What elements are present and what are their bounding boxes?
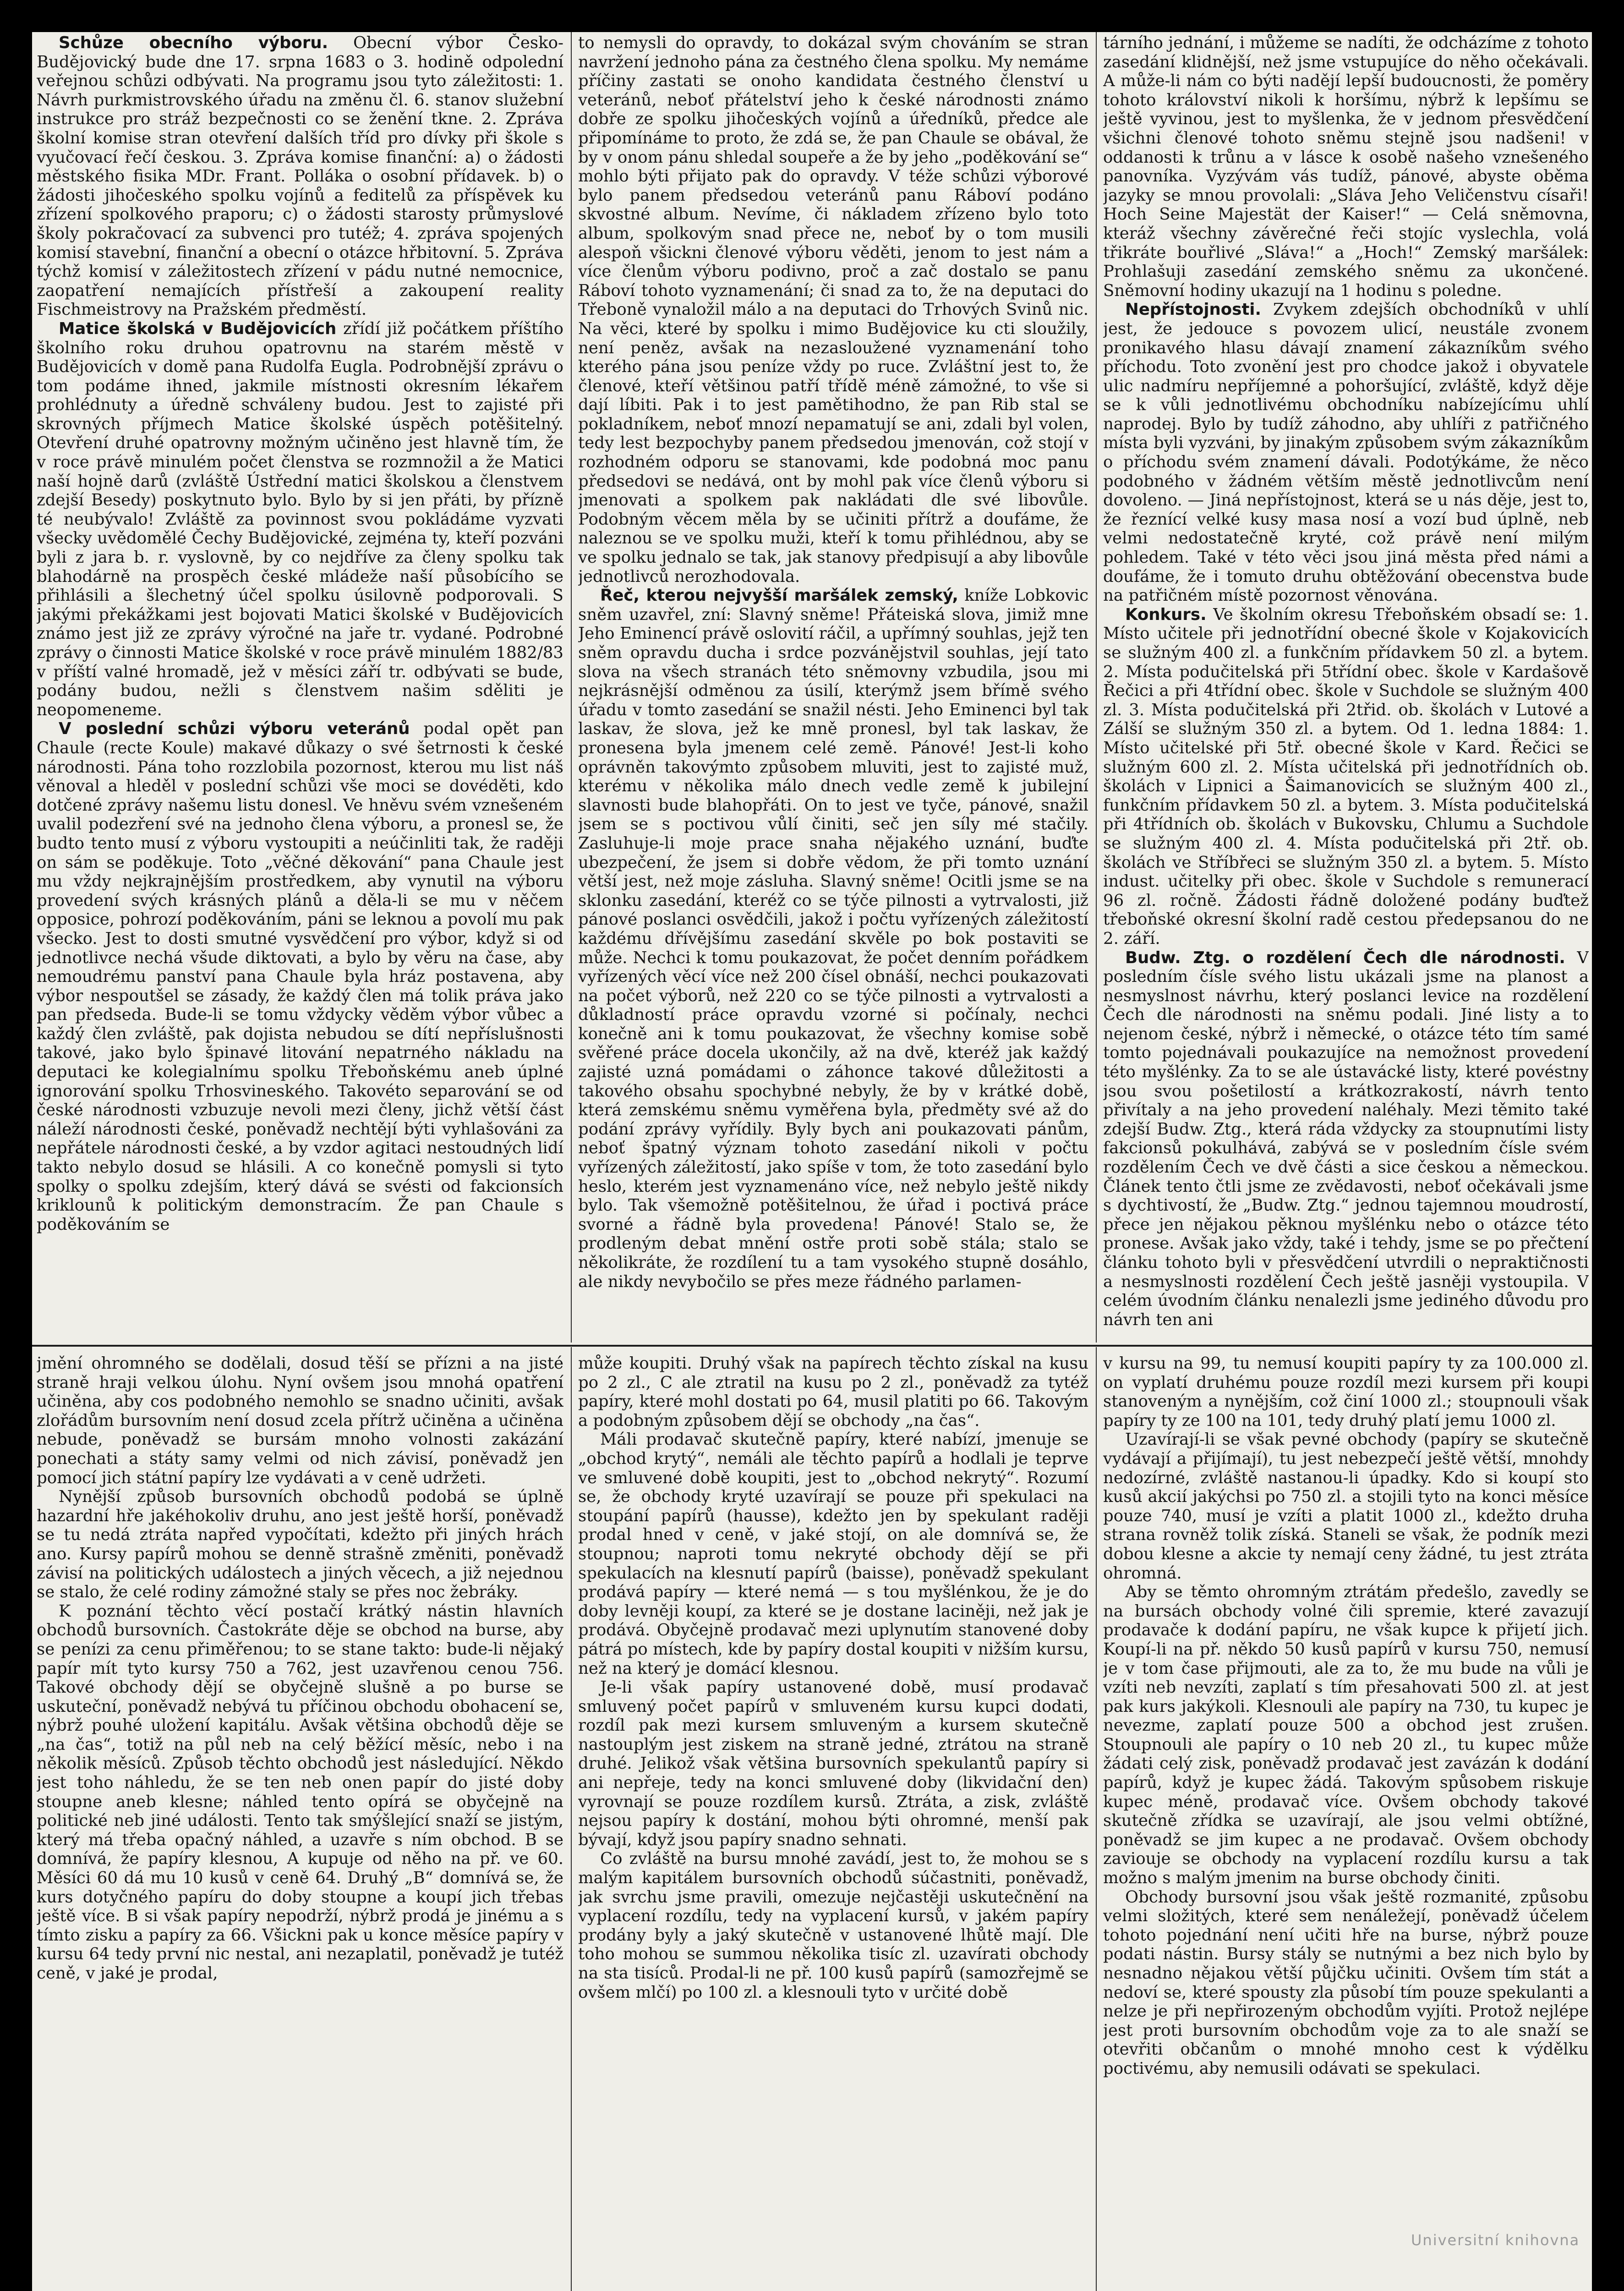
article-text: podal opět pan Chaule (recte Koule) makavé důkazy o své šetrnosti k české národnosti. Pána toho rozzlobila pozornost, kterou mu list náš věnoval a hleděl v poslední schůzi vše moci se dovéděti, kdo dotčené zprávy našemu listu donesl. Ve hněvu svém vznešeném uvalil podezření své na jednoho člena výboru, a pronesl se, že budto tento musí z výboru vystoupiti a neúčinliti tak, že raději on sám se poděkuje. Toto „věčné děkování“ pana Chaule jest mu vždy nejkrajnějším prostředkem, aby vynutil na výboru provedení svých krásných plánů a děla-li se mu v něčem opposice, pohrozí poděkováním, páni se leknou a povolí mu pak všecko. Jest to dosti smutné vysvědčení pro výbor, když si od jednotlivce nechá všude diktovati, a bylo by věru na čase, aby nemoudrému panství pana Chaule byla hráz postavena, aby výbor nespoutšel se zásady, že každý člen má tolik práva jako pan předseda. Bude-li se tomu vždycky věděm výbor vůbec a každý člen zvláště, pak dojista nebudou se dítí nepříslušnosti takové, jako bylo špinavé litování nepatrného nákladu na deputaci ke kolegialnímu spolku Třeboňskému aneb úplné ignorování spolku Trhosvineského. Takovéto separování se od české národnosti vzbuzuje nevoli mezi členy, jichž větší část náleží národnosti české, poněvadž nechtějí býti vyhlašováni za nepřátele národnosti české, a by vzdor agitaci nestoudných lidí takto nebylo dosud se hlásili. A co konečně pomysli si tyto spolky o spolku zdejším, který dává se svésti od fakcionsích kriklounů k politickým demonstracím. Že pan Chaule s poděkováním se xyxy=(37,719,563,1234)
article-paragraph xyxy=(37,1602,563,1983)
article-heading: Nepřístojnosti. xyxy=(1125,300,1261,319)
article-paragraph xyxy=(1103,33,1589,300)
article-paragraph xyxy=(1103,1354,1589,1430)
article-text: Nynější způsob bursovních obchodů podobá se úplně hazardní hře jakéhokoliv druhu, ano jest ještě horší, poněvadž se tu nedá ztráta napřed vypočítati, kdežto při jiných hrách ano. Kursy papírů mohou se denně strašně změniti, poněvadž závisí na politických událostech a jiných věcech, a již nejednou se stalo, že celé rodiny zámožné staly se přes noc žebráky. xyxy=(37,1487,563,1602)
bottom-column-2 xyxy=(578,1354,1088,2291)
article-text: může koupiti. Druhý však na papírech těchto získal na kusu po 2 zl., C ale ztratil na kusu po 2 zl., poněvadž za tytéž papíry, které mohl dostati po 64, musil platiti po 66. Takovým a podobným způsobem dějí se obchody „na čas“. xyxy=(578,1354,1088,1430)
article-text: Zvykem zdejších obchodníků v uhlí jest, že jedouce s povozem ulicí, neustále zvonem pronikavého hlasu dávají znamení zákazníkům svého příchodu. Toto zvonění jest pro chodce jakož i obyvatele ulic nadmíru nepříjemné a pohoršující, zvláště, když děje se k vůli jednotlivému obchodníku nabízejícímu uhlí naprodej. Bylo by tudíž záhodno, aby uhlíři z patřičného místa byli vyzváni, by jinakým způsobem svým zákazníkům o příchodu svém znamení dávali. Podotýkáme, že něco podobného v žádném větším městě jednotlivcům není dovoleno. — Jiná nepřístojnost, která se u nás děje, jest to, že řeznící velké kusy masa nosí a vozí bud úplně, neb velmi nedostatečně kryté, což právě není milým pohledem. Také v této věci jsou jiná města před námi a doufáme, že i tomuto druhu obtěžování obecenstva bude na patřičném místě pozornost věnována. xyxy=(1103,300,1589,605)
article-paragraph xyxy=(578,1678,1088,1849)
article-paragraph xyxy=(37,319,563,719)
article-text: kníže Lobkovic sněm uzavřel, zní: Slavný sněme! Přáteiská slova, jimiž mne Jeho Eminencí právě oslovití ráčil, a upřímný souhlas, jejž ten sněm opravdu ducha i srdce pozvánějstvil souhlas, její tato slova na všech stranách této sněmovny vzbudila, jsou mi nejkrásnější odměnou za úsilí, kterýmž jsem břímě svého úřadu v tomto zasedání se snažil nésti. Jeho Eminenci byl tak laskav, že slova, jež ke mně pronesl, byl tak laskav, že pronesena byla jmenem celé země. Pánové! Jest-li koho oprávněn takovýmto způsobem mluviti, jest to zajisté muž, kterému v několika málo dnech vedle země k jubilejní slavnosti bude blahopřáti. On to jest ve tyče, pánové, snažil jsem se s poctivou vůlí činiti, seč jen síly mé stačily. Zasluhuje-li moje prace snaha nějakého uznání, buďte ubezpečení, že jsem si dobře vědom, že při tomto uznání větší jest, než moje zásluha. Slavný sněme! Ocitli jsme se na sklonku zasedání, kteréž co se týče pilnosti a vytrvalosti, již pánové poslanci osvědčili, jakož i počtu vyřízených záležitostí každému dřívějšímu zasedání skvěle po bok postaviti se může. Nechci k tomu poukazovat, že počet denním pořádkem vyřízených věcí více než 200 čísel obnáší, nechci poukazovati na počet výborů, než 220 co se týče pilnosti a vytrvalosti a důkladností práce opravdu vzorné si počínaly, nechci konečně ani k tomu poukazovat, že všechny komise sobě svěřené práce docela ukončily, až na dvě, kteréž jak každý zajisté uzná pomádami o záhonce takové důležitosti a takového obsahu spochybné nebyly, že by v krátké době, která zemskému sněmu vyměřena byla, předměty své až do podání zprávy vyřídily. Byly bych ani poukazovati pánům, neboť špatný význam tohoto zasedání nikoli v počtu vyřízených záležitostí, jako spíše v tom, že toto zasedání bylo heslo, kterém jest vyznamenáno více, než nebylo ještě nikdy bylo. Tak všemožně potěšitelnou, že úřad i poctivá práce svorné a řádně byla provedena! Pánové! Stalo se, že prodleným debat mnění ostře proti sobě stála; stalo se několikráte, že rozdílení tu a tam vysokého stupně dosáhlo, ale nikdy nevybočilo se přes meze řádného parlamen- xyxy=(578,586,1088,1291)
article-text: to nemysli do opravdy, to dokázal svým chováním se stran navržení jednoho pána za čestného člena spolku. My nemáme příčiny zastati se onoho kandidata čestného členství u veteránů, neboť přátelství jeho k české národnosti známo dobře ze spolku jihočeských vojínů a úředníků, předce ale připomínáme to proto, že zdá se, že pan Chaule se obával, že by v onom pánu shledal soupeře a že by jeho „poděkování se“ mohlo býti přijato pak do opravdy. V téže schůzi výborové bylo panem předsedou veteránů panu Ráboví podáno skvostné album. Nevíme, či nákladem zřízeno bylo toto album, spolkovým snad přece ne, neboť by o tom musili alespoň všickni členové výboru věděti, jenom to jest nám a více členům výboru podivno, proč a zač dostalo se panu Ráboví tohoto vyznamenání; či snad za to, že na deputaci do Třeboně vynaložil málo a na deputaci do Trhových Svinů nic. Na věci, které by spolku i mimo Budějovice ku cti sloužily, není peněz, avšak na nezasloužené vyznamenání toho kterého pána jsou peníze vždy po ruce. Zvláštní jest to, že členové, kteří většinou patří třídě méně zámožné, to vše si dají líbiti. Pak i to jest pamětihodno, že pan Rib stal se pokladníkem, neboť mnozí nepamatují se ani, zdali byl volen, tedy lest bezpochyby panem předsedou jmenován, což stojí v rozhodném odporu se stanovami, kde podobná moc panu předsedovi se nedává, ont by mohl pak více členů výboru si jmenovati a spolkem pak nakládati dle své libovůle. Podobným věcem měla by se učiniti přítrž a doufáme, že naleznou se ve spolku muži, kteří k tomu přihlédnou, aby se ve spolku jednalo se tak, jak stanovy předpisují a aby libovůle jednotlivců nerozhodovala. xyxy=(578,33,1088,586)
article-text: Aby se těmto ohromným ztrátám předešlo, zavedly se na bursách obchody volné čili spremie, které zavazují prodavače k dodání papíru, ne však kupce k přijetí jich. Koupí-li na př. někdo 50 kusů papírů v kursu 750, nemusí je v tom čase přijmouti, ale za to, že mu bude na vůli je vzíti neb nevzíti, zaplatí s tím přesahovati 500 zl. at jest pak kurs jakýkoli. Klesnouli ale papíry na 730, tu kupec je nevezme, zaplatí pouze 500 a obchod jest zrušen. Stoupnouli ale papíry o 10 neb 20 zl., tu kupec může žádati celý zisk, poněvadž prodavač jest zavázán k dodání papírů, když je kupec žádá. Takovým spůsobem riskuje kupec méně, prodavač více. Ovšem obchody takové skutečně zřídka se uzavírají, ale jsou velmi obtížné, poněvadž se jim kupec a ne prodavač. Ovšem obchody zaviouje se obchody na vyplacení rozdílu kursu a tak možno s malým jmenim na burse obchody činiti. xyxy=(1103,1583,1589,1888)
article-text: Uzavírají-li se však pevné obchody (papíry se skutečně vydávají a přijímají), tu jest nebezpečí ještě větší, mnohdy nedozírné, zvláště nastanou-li úpadky. Kdo si koupí sto kusů akcií jakýchsi po 750 zl. a stojili tyto na konci měsíce pouze 740, musí je vzíti a platit 1000 zl., kdežto druha strana rovněž tolik získá. Staneli se však, že podník mezi dobou klesne a akcie ty nemají ceny žádné, tu jest ztráta ohromná. xyxy=(1103,1430,1589,1583)
article-text: v kursu na 99, tu nemusí koupiti papíry ty za 100.000 zl. on vyplatí druhému pouze rozdíl mezi kursem při koupi stanoveným a nynějším, což činí 1000 zl.; stoupnouli však papíry ty ze 100 na 101, tedy druhý platí jemu 1000 zl. xyxy=(1103,1354,1589,1430)
article-paragraph xyxy=(1103,1888,1589,2078)
column-divider xyxy=(1096,1347,1097,2291)
newspaper-page xyxy=(32,32,1592,2291)
article-text: zřídí již počátkem příštího školního roku druhou opatrovnu na starém městě v Budějovicích v domě pana Rudolfa Eugla. Podrobnější zprávu o tom podáme ihned, jakmile místnosti okresním lékařem prohlédnuty a úředně schváleny budou. Jest to zajisté při skrovných příjmech Matice školské úspěch potěšitelný. Otevření druhé opatrovny možným učiněno jest hlavně tím, že v roce právě minulém počet členstva se rozmnožil a že Matici naší hojně darů (zvláště Ústřední matici školskou a členstvem zdejší Besedy) poskytnuto bylo. Bylo by si jen přáti, by přízně té neubývalo! Zvláště za povinnost svou pokládáme vyzvati všecky uvědomělé Čechy Budějovické, zejména ty, kteří pozváni byli z jara b. r. vyslovně, by co nejdříve za členy spolku tak blahodárně na prospěch české mládeže naší působícího se přihlásili a šlechetný účel spolku úsilovně podporovali. S jakými překážkami jest bojovati Matici školské v Budějovicích známo jest již ze zprávy výročné na jaře tr. vydané. Podrobné zprávy o činnosti Matice školské v roce právě minulém 1882/83 v příští valné hromadě, jež v měsíci září tr. odbývati se bude, podány budou, nežli s členstvem našim sděliti je neopomeneme. xyxy=(37,319,563,719)
column-divider xyxy=(571,1347,572,2291)
top-column-2 xyxy=(578,33,1088,1335)
article-paragraph xyxy=(578,586,1088,1291)
article-paragraph xyxy=(578,33,1088,586)
article-paragraph xyxy=(37,1487,563,1602)
bottom-column-1 xyxy=(37,1354,563,2291)
article-text: V posledním čísle svého listu ukázali jsme na planost a nesmyslnost návrhu, který poslanci levice na rozdělení Čech dle národnosti na sněmu podali. Jiné listy a to nejenom české, nýbrž i německé, o otázce této tím samé tomto pojednávali poukazujíce na nemožnost provedení této myšlénky. Za to se ale ústavácké listy, které povéstny jsou svou pošetilostí a krátkozrakostí, návrh tento přivítaly a na jeho provedení naléhaly. Mezi těmito také zdejší Budw. Ztg., která ráda vždycky za stoupnutími listy fakcionsů pokulhává, zabývá se v posledním čísle svém rozdělením Čech ve dvě části a sice českou a německou. Článek tento čtli jsme ze zvědavosti, neboť očekávali jsme s dychtivostí, že „Budw. Ztg.“ jednou tajemnou moudrostí, přece jen nějakou pěknou myšlénku nebo o otázce této pronese. Avšak jako vždy, také i tehdy, jsme se po přečtení článku tohoto byli v přesvědčení utvrdili o nepraktičnosti a nesmyslnosti rozdělení Čech ještě jasněji vystoupila. V celém úvodním článku nenalezli jsme jediného důvodu pro návrh ten ani xyxy=(1103,948,1589,1329)
article-paragraph xyxy=(37,719,563,1234)
article-paragraph xyxy=(1103,300,1589,605)
article-text: Ve školním okresu Třeboňském obsadí se: 1. Místo učitele při jednotřídní obecné škole v Kojakovicích se služným 400 zl. a funkčním přídavkem 50 zl. a bytem. 2. Místa podučitelská při 5třídní obec. škole v Kardašově Řečici a při 4třídní obec. škole v Suchdole se služným 400 zl. 3. Místa podučitelská při 2třid. ob. školách v Lutové a Zálší se služným 350 zl. a bytem. Od 1. ledna 1884: 1. Místo učitelské při 5tř. obecné škole v Kard. Řečici se služným 600 zl. 2. Místa učitelská při jednotřídních ob. školách v Lipnici a Šaimanovicích se služným 400 zl., funkčním přídavkem 50 zl. a bytem. 3. Místa podučitelská při 4třídních ob. školách v Bukovsku, Chlumu a Suchdole se služným 400 zl. 4. Místa podučitelská při 2tř. ob. školách ve Stříbřeci se služným 350 zl. a bytem. 5. Místo indust. učitelky při obec. škole v Suchdole s remunerací 96 zl. ročně. Žádosti řádně doložené podány buďtež třeboňské okresní školní radě cestou předepsanou do ne 2. září. xyxy=(1103,605,1589,948)
article-paragraph xyxy=(1103,1583,1589,1888)
article-heading: Matice školská v Budějovicích xyxy=(59,319,337,338)
article-paragraph xyxy=(1103,1430,1589,1583)
article-paragraph xyxy=(1103,605,1589,948)
article-paragraph xyxy=(578,1849,1088,2002)
column-divider xyxy=(571,32,572,1343)
column-divider xyxy=(1096,32,1097,1343)
article-paragraph xyxy=(1103,948,1589,1330)
article-text: K poznání těchto věcí postačí krátký nástin hlavních obchodů bursovních. Častokráte děje se obchod na burse, aby se penízi za cenu přiměřenou; to se stane takto: bude-li nějaký papír mít tyto kursy 750 a 762, jest uzavřenou cenou 756. Takové obchody dějí se obyčejně slušně a po burse se uskuteční, poněvadž nebývá tu příčinou obchodu obohacení se, nýbrž pouhé uložení kapitálu. Avšak většina obchodů děje se „na čas“, totiž na půl neb na celý běžící měsíc, nebo i na několik měsíců. Způsob těchto obchodů jest následující. Někdo jest toho náhledu, že se ten neb onen papír do jisté doby stoupne aneb klesne; náhled tento opírá se obyčejně na politické neb jiné události. Tento tak smýšlející snaží se jistým, který má třeba opačný náhled, a uzavře s ním obchod. B se domnívá, že papíry klesnou, A kupuje od něho na př. ve 60. Měsíci 60 dá mu 10 kusů v ceně 64. Druhý „B“ domnívá se, že kurs dotyčného papíru do doby stoupne a koupí jich třebas ještě více. B si však papíry nepodrží, nýbrž prodá je jinému a s tímto zisku a papíry za 66. Všickni pak u konce měsíce papíry v kursu 64 tedy první nic nestal, ani nezaplatil, poněvadž je tutéž ceně, v jaké je prodal, xyxy=(37,1601,563,1983)
article-text: Obecní výbor Česko-Budějovický bude dne 17. srpna 1683 o 3. hodině odpolední veřejnou schůzi odbývati. Na programu jsou tyto záležitosti: 1. Návrh purkmistrovského úřadu na změnu čl. 6. stanov služební instrukce pro stráž bezpečnosti co se ženění tkne. 2. Zpráva školní komise stran otevření dalších tříd pro dívky při škole s vyučovací řečí českou. 3. Zpráva komise finanční: a) o žádosti městského fisika MDr. Frant. Polláka o osobní přídavek. b) o žádosti jihočeského spolku vojínů a feditelů za příspěvek ku zřízení spolkového praporu; c) o žádosti starosty průmyslové školy pokračovací za subvenci pro tutéž; 4. zpráva spojených komisí stavební, finanční a obecní o otázce hřbitovní. 5. Zpráva týchž komisí v záležitostech zřízení v pádu nutné nemocnice, zaopatření nemajících přístřeší a zakoupení reality Fischmeistrovy na Pražském předměstí. xyxy=(37,33,563,319)
article-heading: V poslední schůzi výboru veteránů xyxy=(59,719,410,739)
top-column-3 xyxy=(1103,33,1589,1335)
article-text: Máli prodavač skutečně papíry, které nabízí, jmenuje se „obchod krytý“, nemáli ale těchto papírů a hodlali je teprve ve smluvené době koupiti, jest to „obchod nekrytý“. Rozumí se, že obchody kryté uzavírají se pouze při spekulaci na stoupání papírů (hausse), kdežto jen by spekulant raději prodal hned v ceně, v jaké stojí, on ale domnívá se, že stoupnou; naproti tomu nekryté obchody dějí se při spekulacích na klesnutí papírů (baisse), poněvadž spekulant prodává papíry — které nemá — s tou myšlénkou, že je do doby levněji koupí, za které se je dostane laciněji, než jak je prodává. Obyčejně prodavač mezi uplynutím stanovené doby pátrá po místech, kde by papíry dostal koupiti v nižším kursu, než na který je domácí klesnou. xyxy=(578,1430,1088,1678)
article-heading: Schůze obecního výboru. xyxy=(59,33,328,52)
top-column-1 xyxy=(37,33,563,1335)
article-heading: Konkurs. xyxy=(1125,605,1207,624)
article-text: tárního jednání, i můžeme se nadíti, že odcházíme z tohoto zasedání klidnější, než jsme vstupujíce do něho očekávali. A může-li nám co býti nadějí lepší budoucnosti, že poměry tohoto království nikoli k horšímu, nýbrž k lepšímu se ještě vyvinou, jest to myšlenka, že v jednom přesvědčení všichni členové tohoto sněmu stejně jsou nadšeni! v oddanosti k trůnu a v lásce k osobě našeho vznešeného panovníka. Vyzývám vás tudíž, pánové, abyste oběma jazyky se mnou provolali: „Sláva Jeho Veličenstvu císaři! Hoch Seine Majestät der Kaiser!“ — Celá sněmovna, kteráž všechny závěrečné řeči stojíc vyslechla, volá třikráte bouřlivé „Sláva!“ a „Hoch!“ Zemský maršálek: Prohlašuji zasedání zemského sněmu za ukončené. Sněmovní hodiny ukazují na 1 hodinu s poledne. xyxy=(1103,33,1589,300)
article-text: Co zvláště na bursu mnohé zavádí, jest to, že mohou se s malým kapitálem bursovních obchodů súčastniti, poněvadž, jak svrchu jsme pravili, omezuje nejčastěji uskutečnění na vyplacení rozdílu, tedy na vyplacení kursů, v jakém papíry prodány byly a jaký skutečně v ustanovené lhůtě mají. Dle toho mohou se summou několika tisíc zl. uzavírati obchody na sta tisíců. Prodal-li ne př. 100 kusů papírů (samozřejmě se ovšem mlčí) po 100 zl. a klesnouli tyto v určité době xyxy=(578,1849,1088,2002)
article-text: Je-li však papíry ustanovené době, musí prodavač smluvený počet papírů v smluveném kursu kupci dodati, rozdíl pak mezi kursem smluveným a kursem skutečně nastouplým jest ziskem na straně jedné, ztrátou na straně druhé. Jelikož však většina bursovních spekulantů papíry si ani nepřeje, tedy na konci smluvené doby (likvidační den) vyrovnají se pouze rozdílem kursů. Ztráta, a zisk, zvláště nejsou papíry k dostání, mohou býti ohromné, menší pak bývají, když jsou papíry snadno sehnati. xyxy=(578,1678,1088,1849)
article-paragraph xyxy=(578,1354,1088,1430)
article-heading: Budw. Ztg. o rozdělení Čech dle národnosti. xyxy=(1125,948,1565,967)
article-paragraph xyxy=(37,1354,563,1487)
article-paragraph xyxy=(578,1430,1088,1678)
bottom-column-3 xyxy=(1103,1354,1589,2291)
article-heading: Řeč, kterou nejvyšší maršálek zemský, xyxy=(600,586,958,605)
article-paragraph xyxy=(37,33,563,319)
article-text: Obchody bursovní jsou však ještě rozmanité, způsobu velmi složitých, které sem nenáležejí, poněvadž účelem tohoto pojednání není učiti hře na burse, nýbrž pouze podati nástin. Bursy stály se nutnými a bez nich bylo by nesnadno nějakou větší půjčku učiniti. Ovšem tím stát a nedoví se, které spousty zla působí tím pouze spekulanti a nelze je při nepřirozeným obchodům vyjíti. Protož nejlépe jest proti bursovním obchodům voje za to ale snaží se otevřiti občanům o mnohé mnoho cest k výdělku poctivému, aby nemusili odávati se spekulaci. xyxy=(1103,1887,1589,2078)
article-text: jmění ohromného se dodělali, dosud těší se přízni a na jisté straně hraji velkou úlohu. Nyní ovšem jsou mnohá opatření učiněna, aby cos podobného nemohlo se snadno učiniti, avšak zlořádům bursovním není dosud zcela přítrž učiněna a učiněna nebude, poněvadž se bursám mnoho volnosti zakázání ponechati a státy samy velmi od nich závisí, poněvadž jen pomocí jich státní papíry lze vydávati a v ceně udržeti. xyxy=(37,1354,563,1487)
library-stamp: Universitní knihovna xyxy=(1411,2231,1580,2249)
section-divider xyxy=(32,1345,1592,1347)
